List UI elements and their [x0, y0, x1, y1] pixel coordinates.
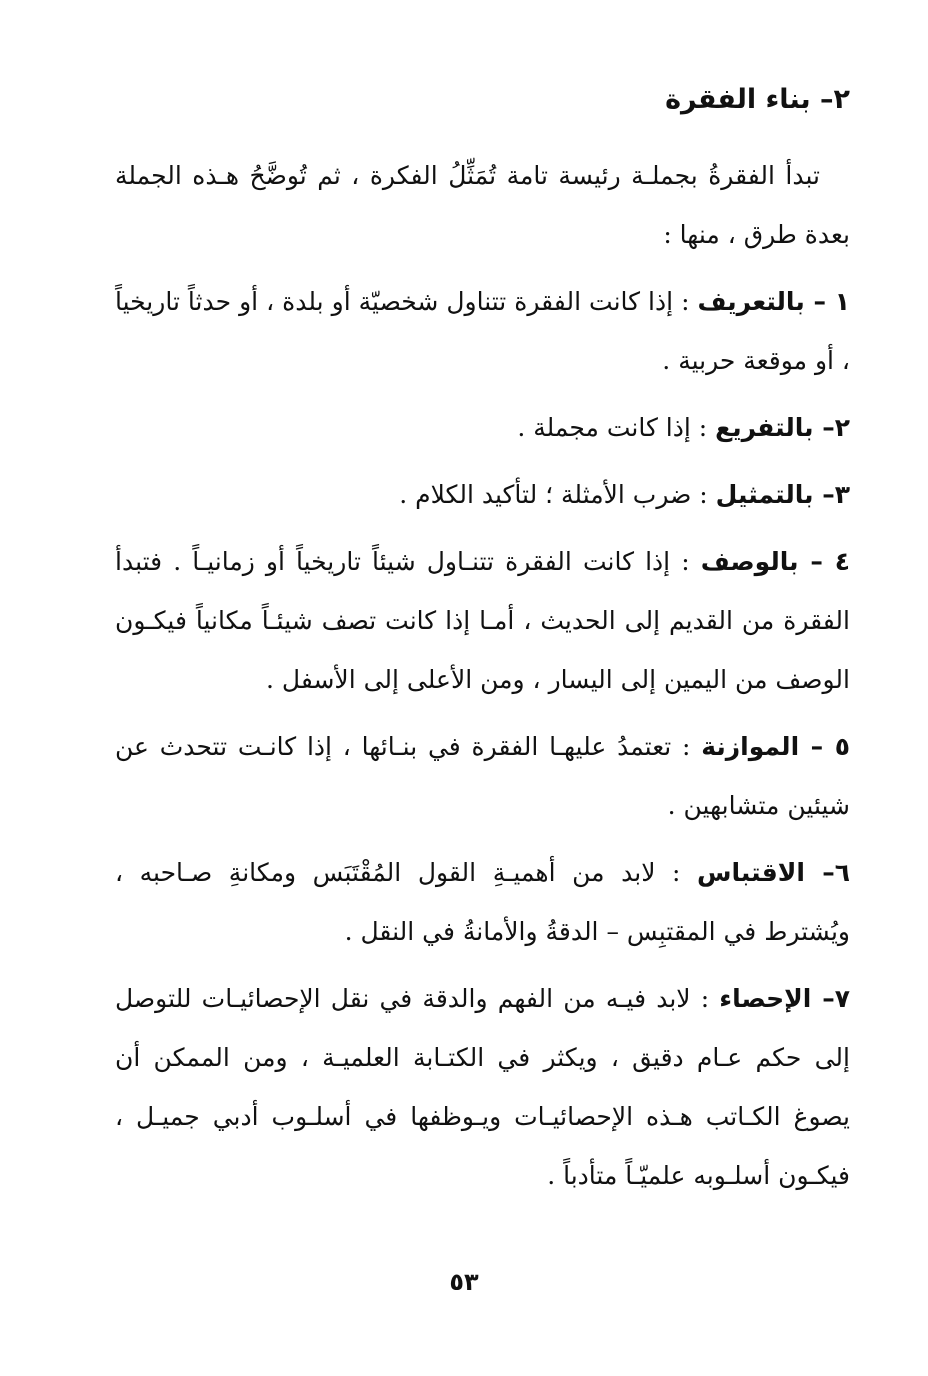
- page-number: ٥٣: [449, 1268, 479, 1296]
- item-text: : إذا كانت الفقرة تتنـاول شيئاً تاريخياً أو زمانيـاً . فتبدأ الفقرة من القديم إلى الحديث ، أمـا إذا كانت تصف شيئـاً مكانياً فيكـون الوصف من اليمين إلى اليسار ، ومن الأعلى إلى الأسفل .: [115, 547, 850, 694]
- item-label: ٣– بالتمثيل: [715, 480, 850, 509]
- item-label: ٢– بالتفريع: [715, 413, 850, 442]
- item-text: : لابد من أهميـةِ القول المُقْتَبَس ومكانةِ صـاحبه ، ويُشترط في المقتبِس – الدقةُ والأمانةُ في النقل .: [115, 858, 850, 946]
- list-item-example: [115, 465, 850, 524]
- list-item-definition: [115, 272, 850, 390]
- item-text: : إذا كانت الفقرة تتناول شخصيّة أو بلدة ، أو حدثاً تاريخياً ، أو موقعة حربية .: [115, 287, 850, 375]
- item-label: ٥ – الموازنة: [701, 732, 850, 761]
- list-item-branching: [115, 398, 850, 457]
- list-item-quotation: [115, 843, 850, 961]
- item-label: ٤ – بالوصف: [700, 547, 850, 576]
- list-item-statistics: [115, 969, 850, 1205]
- page-content: [115, 78, 850, 1213]
- section-heading: ٢– بناء الفقرة: [665, 84, 850, 115]
- item-label: ١ – بالتعريف: [697, 287, 850, 316]
- item-label: ٦– الاقتباس: [697, 858, 850, 887]
- list-item-comparison: [115, 717, 850, 835]
- list-item-description: [115, 532, 850, 709]
- item-text: : تعتمدُ عليهـا الفقرة في بنـائها ، إذا كانـت تتحدث عن شيئين متشابهين .: [115, 732, 850, 820]
- item-text: : لابد فيـه من الفهم والدقة في نقل الإحصائيـات للتوصل إلى حكم عـام دقيق ، ويكثر في الكتـابة العلميـة ، ومن الممكن أن يصوغ الكـاتب هـذه الإحصائيـات ويـوظفها في أسلـوب أدبي جميـل ، فيكـون أسلـوبه علميّـاً متأدباً .: [115, 984, 850, 1190]
- item-text: : إذا كانت مجملة .: [517, 413, 716, 442]
- intro-paragraph: تبدأ الفقرةُ بجملـة رئيسة تامة تُمَثِّلُ الفكرة ، ثم تُوضَّحُ هـذه الجملة بعدة طرق ، منها :: [115, 161, 850, 249]
- item-label: ٧– الإحصاء: [719, 984, 850, 1013]
- item-text: : ضرب الأمثلة ؛ لتأكيد الكلام .: [399, 480, 716, 509]
